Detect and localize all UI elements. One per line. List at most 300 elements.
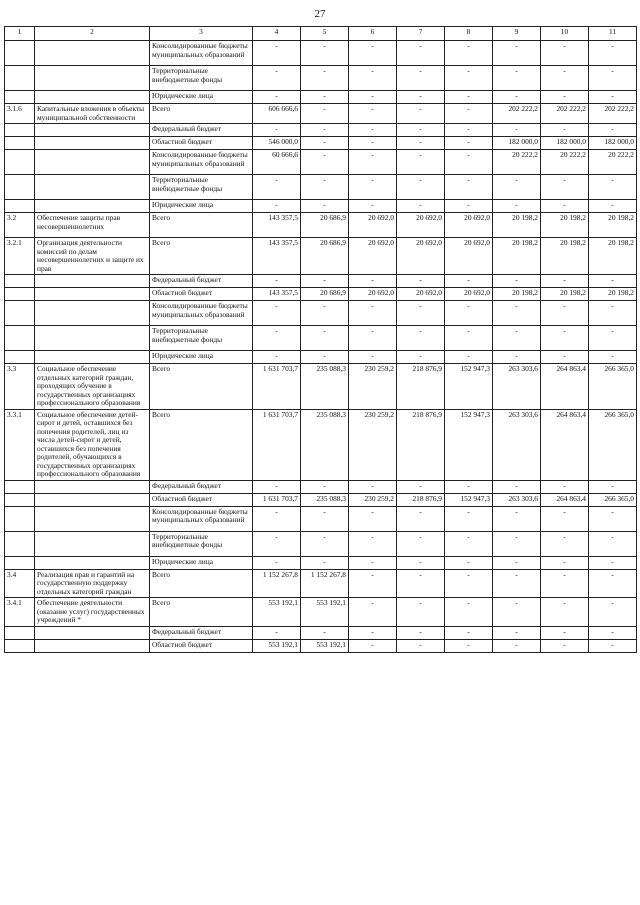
amount-cell: -: [541, 301, 589, 326]
amount-cell: 20 198,2: [589, 238, 637, 275]
row-code: [5, 175, 35, 200]
table-row: [5, 137, 637, 150]
amount-cell: -: [541, 91, 589, 104]
row-code: [5, 493, 35, 506]
amount-cell: -: [253, 91, 301, 104]
amount-cell: -: [589, 506, 637, 531]
amount-cell: -: [301, 626, 349, 639]
row-name: [35, 200, 150, 213]
amount-cell: -: [445, 626, 493, 639]
amount-cell: -: [349, 91, 397, 104]
amount-cell: -: [301, 137, 349, 150]
amount-cell: -: [541, 598, 589, 627]
amount-cell: 235 088,3: [301, 493, 349, 506]
amount-cell: -: [541, 124, 589, 137]
amount-cell: -: [397, 506, 445, 531]
amount-cell: -: [445, 639, 493, 652]
amount-cell: 264 863,4: [541, 409, 589, 480]
amount-cell: -: [397, 124, 445, 137]
row-name: [35, 531, 150, 556]
table-row: [5, 175, 637, 200]
amount-cell: -: [397, 326, 445, 351]
amount-cell: 20 222,2: [589, 150, 637, 175]
amount-cell: -: [301, 301, 349, 326]
amount-cell: 143 357,5: [253, 213, 301, 238]
amount-cell: 20 686,9: [301, 288, 349, 301]
funding-source: Федеральный бюджет: [150, 124, 253, 137]
amount-cell: -: [445, 150, 493, 175]
row-code: 3.4: [5, 569, 35, 598]
amount-cell: -: [397, 301, 445, 326]
column-header: 4: [253, 27, 301, 41]
amount-cell: -: [253, 124, 301, 137]
amount-cell: 20 692,0: [445, 288, 493, 301]
amount-cell: -: [349, 275, 397, 288]
row-code: [5, 41, 35, 66]
amount-cell: -: [397, 569, 445, 598]
amount-cell: 20 198,2: [493, 238, 541, 275]
amount-cell: -: [445, 137, 493, 150]
amount-cell: -: [397, 137, 445, 150]
amount-cell: -: [493, 124, 541, 137]
amount-cell: -: [445, 275, 493, 288]
row-code: [5, 91, 35, 104]
amount-cell: -: [301, 175, 349, 200]
funding-source: Всего: [150, 104, 253, 124]
row-code: [5, 137, 35, 150]
amount-cell: 1 631 703,7: [253, 409, 301, 480]
row-code: [5, 531, 35, 556]
amount-cell: -: [253, 175, 301, 200]
amount-cell: -: [349, 104, 397, 124]
amount-cell: 20 198,2: [493, 213, 541, 238]
amount-cell: 20 692,0: [445, 238, 493, 275]
column-header: 3: [150, 27, 253, 41]
amount-cell: -: [493, 351, 541, 364]
amount-cell: -: [589, 326, 637, 351]
funding-source: Территориальные внебюджетные фонды: [150, 531, 253, 556]
amount-cell: -: [397, 41, 445, 66]
table-row: [5, 66, 637, 91]
amount-cell: -: [397, 480, 445, 493]
amount-cell: -: [301, 326, 349, 351]
amount-cell: -: [445, 556, 493, 569]
table-row: [5, 150, 637, 175]
amount-cell: -: [541, 200, 589, 213]
row-code: [5, 556, 35, 569]
table-body: [5, 41, 637, 653]
amount-cell: -: [301, 124, 349, 137]
column-header: 9: [493, 27, 541, 41]
funding-source: Консолидированные бюджеты муниципальных образований: [150, 301, 253, 326]
amount-cell: 202 222,2: [493, 104, 541, 124]
amount-cell: 152 947,3: [445, 493, 493, 506]
funding-source: Юридические лица: [150, 556, 253, 569]
row-name: [35, 351, 150, 364]
amount-cell: 264 863,4: [541, 364, 589, 410]
row-code: 3.3: [5, 364, 35, 410]
amount-cell: -: [349, 66, 397, 91]
funding-source: Всего: [150, 409, 253, 480]
column-header: 8: [445, 27, 493, 41]
amount-cell: 266 365,0: [589, 409, 637, 480]
amount-cell: -: [541, 275, 589, 288]
amount-cell: -: [445, 104, 493, 124]
row-code: [5, 480, 35, 493]
amount-cell: 1 152 267,8: [301, 569, 349, 598]
column-header: 6: [349, 27, 397, 41]
amount-cell: -: [349, 480, 397, 493]
funding-source: Территориальные внебюджетные фонды: [150, 66, 253, 91]
amount-cell: -: [253, 351, 301, 364]
amount-cell: 60 666,6: [253, 150, 301, 175]
table-row: [5, 326, 637, 351]
amount-cell: 20 692,0: [445, 213, 493, 238]
row-name: [35, 124, 150, 137]
amount-cell: -: [589, 569, 637, 598]
amount-cell: 264 863,4: [541, 493, 589, 506]
row-name: Социальное обеспечение детей-сирот и детей, оставшихся без попечения родителей, лиц из числа детей-сирот и детей, оставшихся без попечения родителей, обучающихся в государственных организациях профессионального образования: [35, 409, 150, 480]
table-row: [5, 531, 637, 556]
amount-cell: 553 192,1: [253, 639, 301, 652]
column-header: 7: [397, 27, 445, 41]
amount-cell: -: [541, 41, 589, 66]
amount-cell: -: [445, 301, 493, 326]
table-row: [5, 598, 637, 627]
amount-cell: 1 152 267,8: [253, 569, 301, 598]
amount-cell: -: [493, 598, 541, 627]
amount-cell: -: [397, 351, 445, 364]
row-name: [35, 480, 150, 493]
funding-source: Федеральный бюджет: [150, 626, 253, 639]
amount-cell: -: [349, 137, 397, 150]
amount-cell: -: [397, 66, 445, 91]
amount-cell: -: [397, 175, 445, 200]
funding-source: Всего: [150, 569, 253, 598]
amount-cell: 553 192,1: [301, 598, 349, 627]
amount-cell: -: [445, 41, 493, 66]
amount-cell: -: [589, 91, 637, 104]
amount-cell: -: [445, 124, 493, 137]
row-code: [5, 200, 35, 213]
amount-cell: -: [445, 200, 493, 213]
row-name: [35, 91, 150, 104]
amount-cell: 230 259,2: [349, 493, 397, 506]
funding-source: Всего: [150, 213, 253, 238]
row-code: 3.3.1: [5, 409, 35, 480]
amount-cell: 20 692,0: [349, 238, 397, 275]
amount-cell: -: [589, 124, 637, 137]
amount-cell: -: [589, 556, 637, 569]
amount-cell: -: [253, 480, 301, 493]
amount-cell: 20 222,2: [541, 150, 589, 175]
row-code: [5, 66, 35, 91]
table-row: [5, 288, 637, 301]
amount-cell: 20 692,0: [397, 288, 445, 301]
amount-cell: 1 631 703,7: [253, 364, 301, 410]
row-name: [35, 626, 150, 639]
amount-cell: -: [493, 301, 541, 326]
amount-cell: -: [493, 91, 541, 104]
table-row: [5, 41, 637, 66]
amount-cell: -: [349, 351, 397, 364]
amount-cell: 20 686,9: [301, 213, 349, 238]
amount-cell: -: [493, 175, 541, 200]
budget-table: [4, 26, 637, 653]
column-header: 5: [301, 27, 349, 41]
amount-cell: -: [349, 626, 397, 639]
amount-cell: -: [589, 626, 637, 639]
amount-cell: -: [493, 626, 541, 639]
amount-cell: 20 198,2: [589, 213, 637, 238]
amount-cell: -: [349, 326, 397, 351]
amount-cell: -: [445, 531, 493, 556]
amount-cell: 20 692,0: [349, 288, 397, 301]
amount-cell: 20 692,0: [349, 213, 397, 238]
amount-cell: -: [445, 91, 493, 104]
amount-cell: 20 692,0: [397, 213, 445, 238]
row-code: 3.4.1: [5, 598, 35, 627]
amount-cell: -: [349, 175, 397, 200]
amount-cell: -: [541, 569, 589, 598]
amount-cell: 20 198,2: [589, 288, 637, 301]
amount-cell: -: [253, 626, 301, 639]
amount-cell: -: [493, 556, 541, 569]
amount-cell: 20 222,2: [493, 150, 541, 175]
table-row: [5, 104, 637, 124]
row-name: [35, 639, 150, 652]
funding-source: Консолидированные бюджеты муниципальных образований: [150, 150, 253, 175]
row-code: 3.1.6: [5, 104, 35, 124]
amount-cell: -: [349, 506, 397, 531]
table-row: [5, 493, 637, 506]
amount-cell: 143 357,5: [253, 238, 301, 275]
amount-cell: -: [253, 556, 301, 569]
row-code: 3.2.1: [5, 238, 35, 275]
amount-cell: -: [301, 91, 349, 104]
amount-cell: -: [493, 275, 541, 288]
amount-cell: -: [301, 150, 349, 175]
amount-cell: -: [541, 556, 589, 569]
amount-cell: -: [397, 639, 445, 652]
table-row: [5, 364, 637, 410]
amount-cell: 218 876,9: [397, 493, 445, 506]
row-code: [5, 506, 35, 531]
amount-cell: -: [445, 506, 493, 531]
amount-cell: -: [493, 200, 541, 213]
row-name: [35, 275, 150, 288]
table-row: [5, 569, 637, 598]
amount-cell: -: [349, 41, 397, 66]
column-header: 10: [541, 27, 589, 41]
funding-source: Консолидированные бюджеты муниципальных образований: [150, 41, 253, 66]
amount-cell: -: [589, 351, 637, 364]
amount-cell: -: [541, 480, 589, 493]
amount-cell: 266 365,0: [589, 364, 637, 410]
amount-cell: -: [589, 480, 637, 493]
amount-cell: 1 631 703,7: [253, 493, 301, 506]
amount-cell: -: [301, 351, 349, 364]
amount-cell: -: [445, 175, 493, 200]
amount-cell: -: [445, 598, 493, 627]
amount-cell: -: [493, 66, 541, 91]
amount-cell: -: [301, 66, 349, 91]
amount-cell: -: [349, 639, 397, 652]
amount-cell: 20 198,2: [541, 238, 589, 275]
table-row: [5, 200, 637, 213]
funding-source: Юридические лица: [150, 351, 253, 364]
page-number: 27: [314, 8, 326, 20]
row-name: [35, 150, 150, 175]
amount-cell: -: [301, 104, 349, 124]
funding-source: Областной бюджет: [150, 639, 253, 652]
amount-cell: 263 303,6: [493, 493, 541, 506]
amount-cell: -: [589, 66, 637, 91]
amount-cell: -: [349, 124, 397, 137]
table-row: [5, 556, 637, 569]
row-name: [35, 301, 150, 326]
amount-cell: -: [541, 326, 589, 351]
amount-cell: 546 000,0: [253, 137, 301, 150]
funding-source: Консолидированные бюджеты муниципальных образований: [150, 506, 253, 531]
funding-source: Всего: [150, 238, 253, 275]
column-header: 1: [5, 27, 35, 41]
table-row: [5, 91, 637, 104]
amount-cell: -: [349, 556, 397, 569]
funding-source: Юридические лица: [150, 200, 253, 213]
table-row: [5, 275, 637, 288]
amount-cell: -: [445, 569, 493, 598]
row-code: [5, 275, 35, 288]
amount-cell: 20 198,2: [493, 288, 541, 301]
amount-cell: -: [541, 506, 589, 531]
amount-cell: -: [589, 598, 637, 627]
row-name: [35, 137, 150, 150]
amount-cell: 152 947,3: [445, 364, 493, 410]
amount-cell: 235 088,3: [301, 364, 349, 410]
amount-cell: -: [589, 41, 637, 66]
amount-cell: 202 222,2: [541, 104, 589, 124]
amount-cell: -: [541, 351, 589, 364]
amount-cell: -: [397, 626, 445, 639]
table-row: [5, 409, 637, 480]
amount-cell: -: [397, 531, 445, 556]
amount-cell: -: [253, 506, 301, 531]
amount-cell: 553 192,1: [301, 639, 349, 652]
amount-cell: -: [541, 66, 589, 91]
amount-cell: -: [541, 531, 589, 556]
column-header: 11: [589, 27, 637, 41]
amount-cell: -: [493, 569, 541, 598]
amount-cell: -: [445, 326, 493, 351]
row-code: [5, 288, 35, 301]
amount-cell: -: [253, 66, 301, 91]
table-row: [5, 506, 637, 531]
funding-source: Территориальные внебюджетные фонды: [150, 175, 253, 200]
funding-source: Федеральный бюджет: [150, 275, 253, 288]
amount-cell: 263 303,6: [493, 409, 541, 480]
amount-cell: -: [589, 275, 637, 288]
amount-cell: 266 365,0: [589, 493, 637, 506]
amount-cell: 143 357,5: [253, 288, 301, 301]
row-name: Капитальные вложения в объекты муниципальной собственности: [35, 104, 150, 124]
amount-cell: -: [397, 104, 445, 124]
amount-cell: 20 692,0: [397, 238, 445, 275]
row-name: Реализация прав и гарантий на государственную поддержку отдельных категорий граждан: [35, 569, 150, 598]
amount-cell: 230 259,2: [349, 364, 397, 410]
amount-cell: -: [253, 275, 301, 288]
amount-cell: -: [301, 480, 349, 493]
row-code: [5, 326, 35, 351]
column-header: 2: [35, 27, 150, 41]
table-row: [5, 124, 637, 137]
table-row: [5, 351, 637, 364]
amount-cell: 235 088,3: [301, 409, 349, 480]
row-name: Социальное обеспечение отдельных категорий граждан, проходящих обучение в государственных организациях профессионального образования: [35, 364, 150, 410]
amount-cell: 182 000,0: [541, 137, 589, 150]
amount-cell: -: [397, 200, 445, 213]
amount-cell: 20 198,2: [541, 213, 589, 238]
row-code: [5, 301, 35, 326]
budget-table-wrap: [4, 26, 636, 653]
amount-cell: -: [301, 506, 349, 531]
amount-cell: -: [589, 200, 637, 213]
row-name: [35, 66, 150, 91]
amount-cell: 263 303,6: [493, 364, 541, 410]
row-code: [5, 351, 35, 364]
header-row: [5, 27, 637, 41]
amount-cell: -: [493, 531, 541, 556]
amount-cell: -: [541, 639, 589, 652]
amount-cell: 152 947,3: [445, 409, 493, 480]
funding-source: Всего: [150, 598, 253, 627]
amount-cell: -: [445, 480, 493, 493]
amount-cell: -: [253, 301, 301, 326]
amount-cell: 553 192,1: [253, 598, 301, 627]
funding-source: Областной бюджет: [150, 493, 253, 506]
table-row: [5, 480, 637, 493]
row-code: [5, 124, 35, 137]
amount-cell: 218 876,9: [397, 364, 445, 410]
amount-cell: -: [493, 480, 541, 493]
amount-cell: -: [541, 626, 589, 639]
row-code: [5, 626, 35, 639]
row-name: [35, 41, 150, 66]
row-name: [35, 506, 150, 531]
amount-cell: -: [541, 175, 589, 200]
amount-cell: -: [301, 200, 349, 213]
amount-cell: -: [253, 326, 301, 351]
table-row: [5, 626, 637, 639]
row-name: Обеспечение защиты прав несовершеннолетних: [35, 213, 150, 238]
amount-cell: -: [349, 301, 397, 326]
funding-source: Юридические лица: [150, 91, 253, 104]
table-row: [5, 238, 637, 275]
amount-cell: -: [397, 91, 445, 104]
amount-cell: 218 876,9: [397, 409, 445, 480]
amount-cell: -: [349, 598, 397, 627]
amount-cell: -: [493, 41, 541, 66]
funding-source: Федеральный бюджет: [150, 480, 253, 493]
amount-cell: -: [493, 326, 541, 351]
amount-cell: -: [397, 150, 445, 175]
amount-cell: -: [301, 275, 349, 288]
amount-cell: -: [301, 556, 349, 569]
amount-cell: -: [301, 41, 349, 66]
amount-cell: -: [349, 531, 397, 556]
amount-cell: -: [589, 175, 637, 200]
row-code: [5, 150, 35, 175]
